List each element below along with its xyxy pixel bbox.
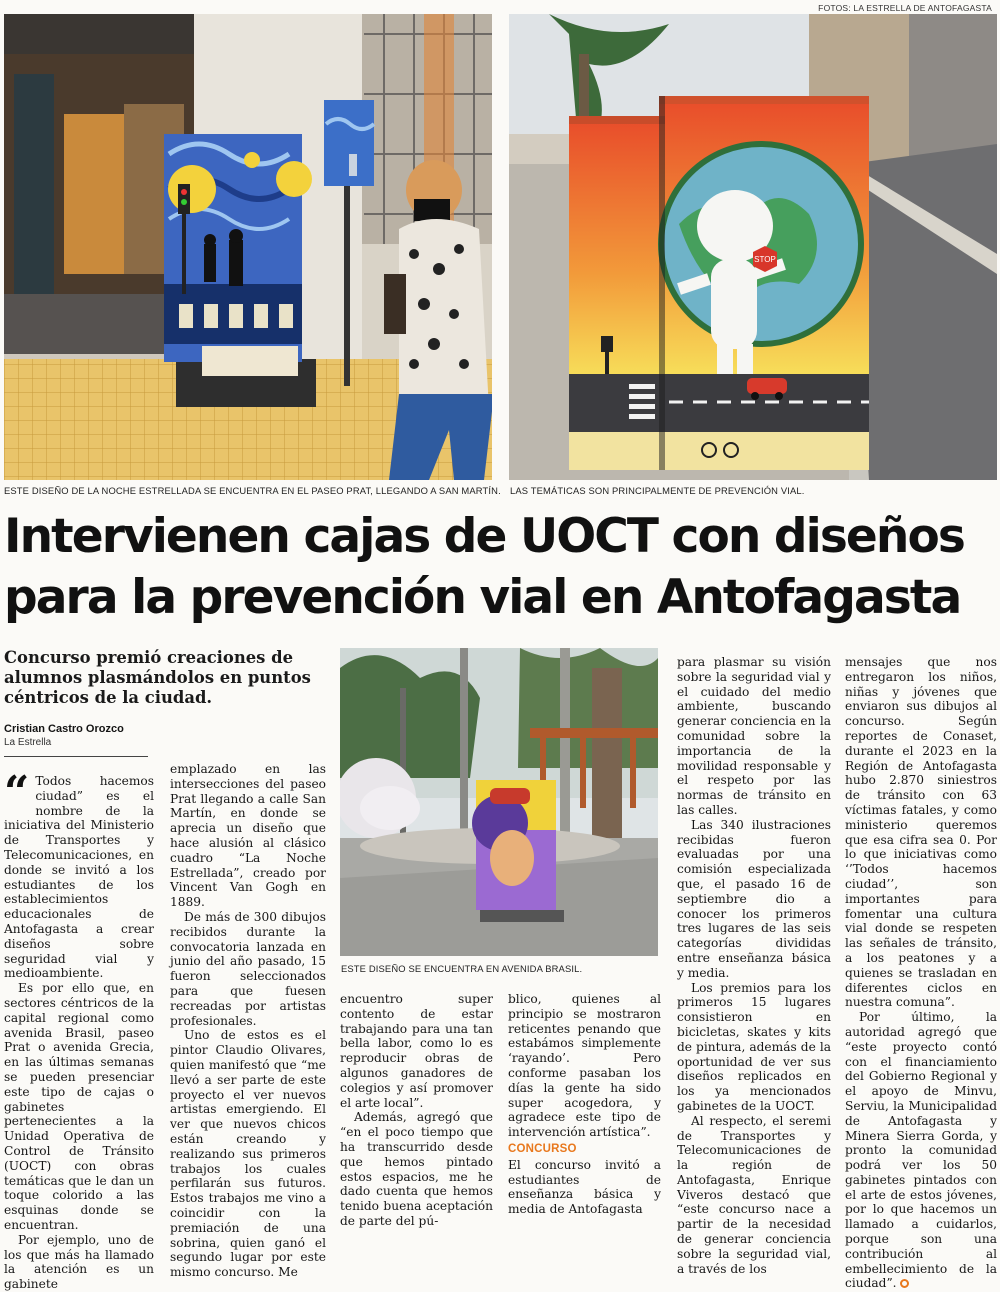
paragraph: Por ejemplo, uno de los que más ha llamado la atención es un gabinete [4, 1232, 154, 1292]
paragraph-lede: “ Todos hacemos ciudad” es el nombre de la iniciativa del Ministerio de Transportes y Telecomunicaciones, en donde se invitó a los estudiantes de los establecimientos educacionales de Antofagasta a crear diseños sobre seguridad vial y medioambiente. [4, 767, 154, 981]
subhead-concurso: CONCURSO [508, 1142, 577, 1155]
end-of-article-icon [900, 1279, 909, 1288]
paragraph: Las 340 ilustraciones recibidas fueron evaluadas por una comisión especializada que, el pasado 16 de septiembre dio a conocer los primeros tres lugares de las seis categorías divididas entre enseñanza básica y media. [677, 817, 831, 980]
paragraph: blico, quienes al principio se mostraron reticentes penando que estabámos simplemente ‘rayando’. Pero conforme pasaban los días la gente ha sido super acogedora, y agradece este tipo de intervención artística”. [508, 992, 661, 1140]
paragraph: Es por ello que, en sectores céntricos de la capital regional como avenida Brasil, paseo Prat o avenida Grecia, en las últimas semanas se pueden presenciar este tipo de cajas o gabinetes pertenecientes a la Unidad Operativa de Control de Tránsito (UOCT) con obras temáticas que le dan un toque colorido a las esquinas donde se encuentran. [4, 981, 154, 1232]
article-column-6 [845, 655, 997, 1291]
article-column-4 [508, 992, 661, 1217]
byline-rule [4, 756, 148, 757]
photo-middle-caption: ESTE DISEÑO SE ENCUENTRA EN AVENIDA BRASIL. [341, 963, 583, 974]
paragraph: Los premios para los primeros 15 lugares consistieron en bicicletas, skates y kits de pintura, además de la oportunidad de ver sus diseños replicados en los ya mencionados gabinetes de la UOCT. [677, 980, 831, 1113]
photo-road-safety-cabinet [509, 14, 997, 480]
photo-credit: FOTOS: LA ESTRELLA DE ANTOFAGASTA [818, 3, 992, 13]
article-column-1 [4, 767, 154, 1292]
paragraph-closing: Por último, la autoridad agregó que “este proyecto contó con el financiamiento del Gobierno Regional y el apoyo de Minvu, Serviu, la Municipalidad de Antofagasta y Minera Sierra Gorda, y pronto la comunidad podrá ver los 50 gabinetes pintados con el arte de estos jóvenes, por lo que hacemos un llamado a cuidarlos, porque son una contribución al embellecimiento de la ciudad”. [845, 1010, 997, 1291]
article-column-3 [340, 992, 493, 1229]
photo-left-caption: ESTE DISEÑO DE LA NOCHE ESTRELLADA SE ENCUENTRA EN EL PASEO PRAT, LLEGANDO A SAN MARTÍN. [4, 485, 501, 496]
paragraph: El concurso invitó a estudiantes de enseñanza básica y media de Antofagasta [508, 1157, 661, 1217]
photo-right-caption: LAS TEMÁTICAS SON PRINCIPALMENTE DE PREVENCIÓN VIAL. [510, 485, 805, 496]
byline-source: La Estrella [4, 737, 52, 748]
paragraph: Además, agregó que “en el poco tiempo que ha transcurrido desde que hemos pintado estos espacios, me he dado cuenta que hemos tenido buena aceptación de parte del pú- [340, 1110, 493, 1228]
paragraph: Uno de estos es el pintor Claudio Olivares, quien manifestó que “me llevó a ser parte de este proyecto el ver nuevos artistas emergiendo. El ver que nuevos chicos están creando y realizando sus primeros trabajos los cuales perfilarán sus futuros. Estos trabajos me vino a coincidir con la premiación de una sobrina, quien ganó el segundo lugar por este mismo concurso. Me [170, 1028, 326, 1280]
deck: Concurso premió creaciones de alumnos plasmándolos en puntos céntricos de la ciudad. [4, 648, 311, 707]
headline-line-2: para la prevención vial en Antofagasta [4, 570, 961, 625]
paragraph: mensajes que nos entregaron los niños, niñas y jóvenes que enviaron sus dibujos al concurso. Según reportes de Conaset, durante el 2023 en la Región de Antofagasta hubo 2.870 siniestros de tránsito con 63 víctimas fatales, y como ministerio queremos que esa cifra sea 0. Por lo que iniciativas como ‘’Todos hacemos ciudad’’, son importantes para fomentar una cultura vial donde se respeten las señales de tránsito, a los peatones y a quienes se trasladan en diferentes ciclos en nuestra comuna”. [845, 655, 997, 1010]
article-column-2 [170, 762, 326, 1280]
photo-starry-night-cabinet [4, 14, 492, 480]
headline-line-1: Intervienen cajas de UOCT con diseños [4, 509, 964, 564]
byline-author: Cristian Castro Orozco [4, 723, 124, 735]
stop-sign-text: STOP [754, 255, 776, 264]
drop-quote-mark: “ [4, 767, 30, 818]
paragraph: encuentro super contento de estar trabajando para una tan bella labor, como lo es reproducir obras de algunos ganadores de colegios y así promover el arte local”. [340, 992, 493, 1110]
article-column-5 [677, 655, 831, 1276]
paragraph: emplazado en las intersecciones del paseo Prat llegando a calle San Martín, en donde se aprecia un diseño que hace alusión al clásico cuadro “La Noche Estrellada”, creado por Vincent Van Gogh en 1889. [170, 762, 326, 910]
paragraph: De más de 300 dibujos recibidos durante la convocatoria lanzada en junio del año pasado, 15 fueron seleccionados para que fuesen recreadas por artistas profesionales. [170, 909, 326, 1028]
paragraph: Al respecto, el seremi de Transportes y Telecomunicaciones de la región de Antofagasta, Enrique Viveros destacó que “este concurso nace a partir de la necesidad de generar conciencia sobre la seguridad vial, a través de los [677, 1113, 831, 1276]
photo-avenida-brasil-cabinet [340, 648, 658, 956]
paragraph: para plasmar su visión sobre la seguridad vial y el cuidado del medio ambiente, buscando generar conciencia en la comunidad sobre la importancia de la movilidad responsable y el respeto por las normas de tránsito en las calles. [677, 655, 831, 817]
